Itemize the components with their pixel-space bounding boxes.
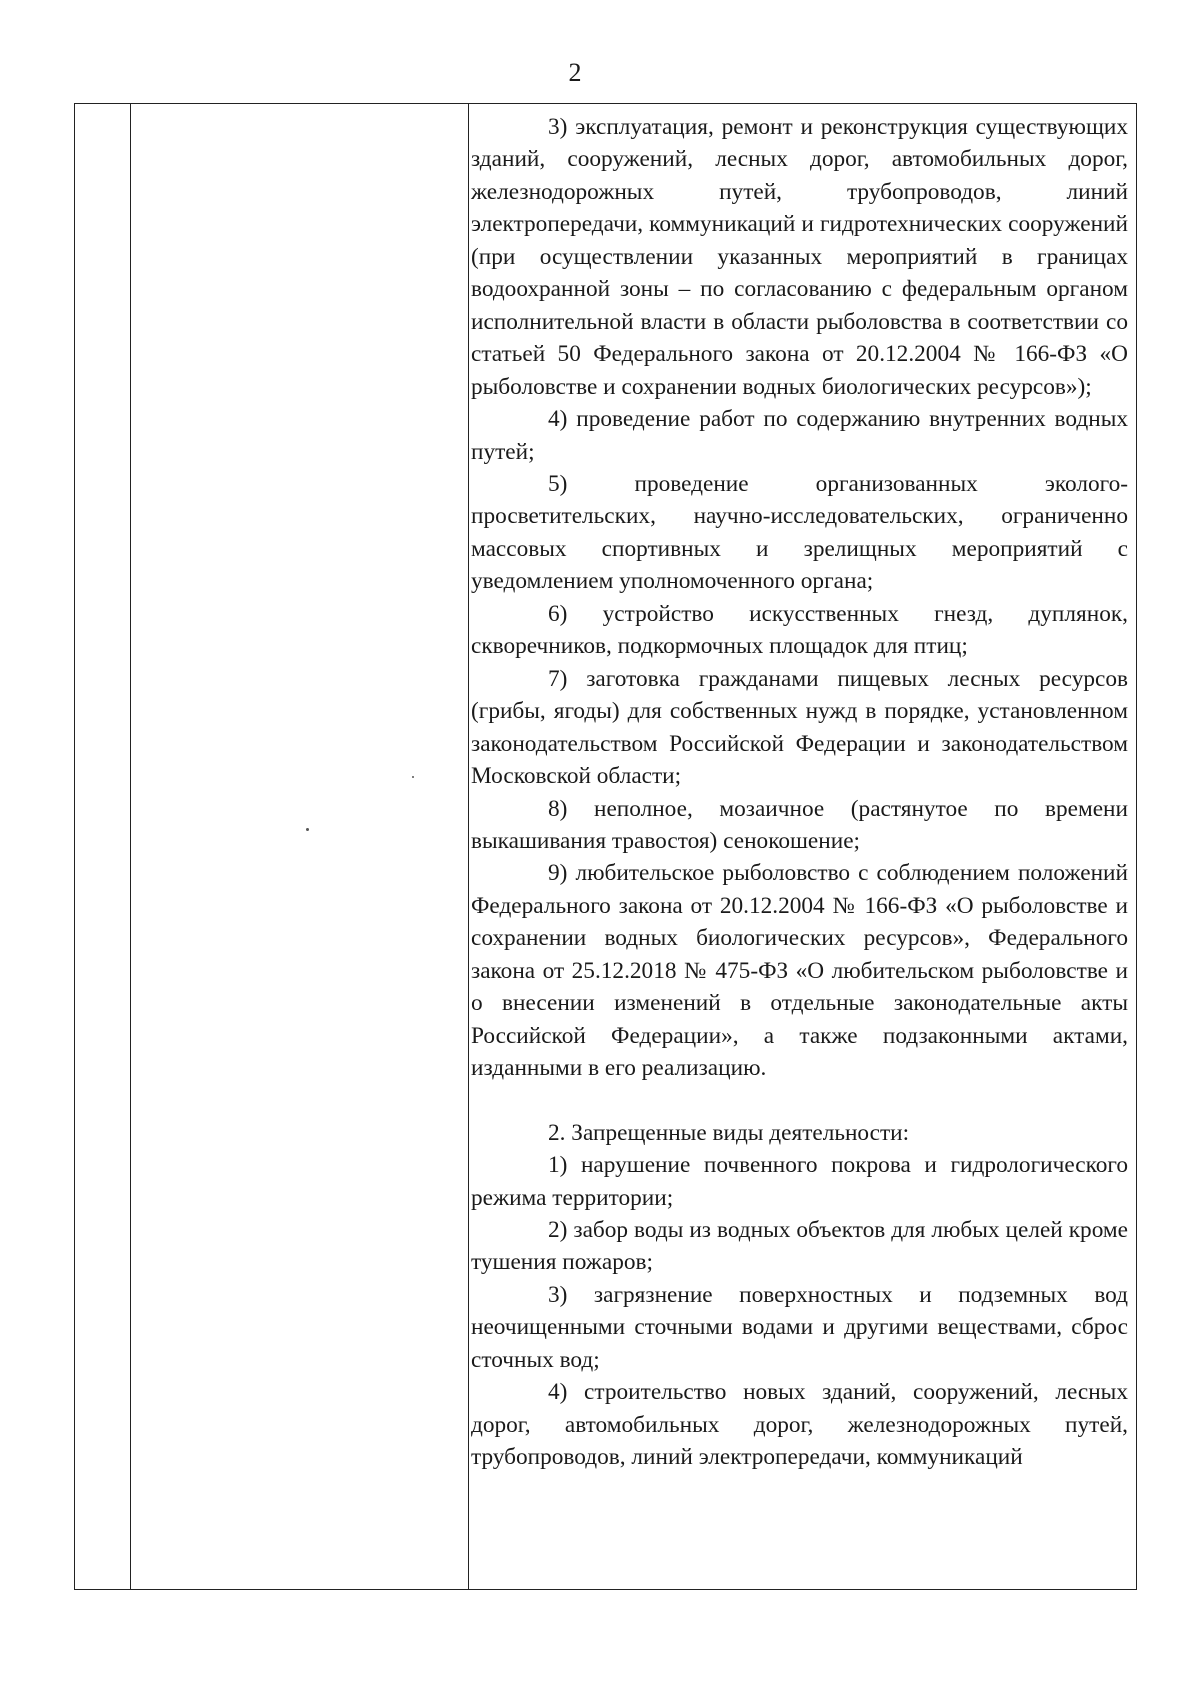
prohibited-item-1: 1) нарушение почвенного покрова и гидрологического режима территории; [471, 1152, 1128, 1211]
column-divider [130, 104, 131, 1589]
scan-speck [306, 828, 309, 831]
prohibited-item-4: 4) строительство новых зданий, сооружений, лесных дорог, автомобильных дорог, железнодорожных путей, трубопроводов, линий электропередачи, коммуникаций [471, 1379, 1128, 1471]
scan-speck [412, 776, 414, 778]
prohibited-item-3: 3) загрязнение поверхностных и подземных вод неочищенными сточными водами и другими веществами, сброс сточных вод; [471, 1281, 1128, 1373]
paragraph-item-5: 5) проведение организованных эколого-просветительских, научно-исследовательских, ограниченно массовых спортивных и зрелищных мероприятий с уведомлением уполномоченного органа; [471, 470, 1128, 595]
column-divider [468, 104, 469, 1589]
paragraph-item-6: 6) устройство искусственных гнезд, дуплянок, скворечников, подкормочных площадок для птиц; [471, 600, 1128, 660]
paragraph-item-4: 4) проведение работ по содержанию внутренних водных путей; [471, 406, 1128, 465]
section-heading-prohibited: 2. Запрещенные виды деятельности: [548, 1119, 910, 1146]
paragraph-item-7: 7) заготовка гражданами пищевых лесных ресурсов (грибы, ягоды) для собственных нужд в порядке, установленном законодательством Российской Федерации и законодательством Московской области; [471, 665, 1128, 790]
paragraph-item-3: 3) эксплуатация, ремонт и реконструкция существующих зданий, сооружений, лесных дорог, автомобильных дорог, железнодорожных путей, трубопроводов, линий электропередачи, коммуникаций и гидротехнических сооружений (при осуществлении указанных мероприятий в границах водоохранной зоны – по согласованию с федеральным органом исполнительной власти в области рыболовства в соответствии со статьей 50 Федерального закона от 20.12.2004 № 166-ФЗ «О рыболовстве и сохранении водных биологических ресурсов»); [471, 114, 1128, 400]
paragraph-item-8: 8) неполное, мозаичное (растянутое по времени выкашивания травостоя) сенокошение; [471, 795, 1128, 854]
prohibited-item-2: 2) забор воды из водных объектов для любых целей кроме тушения пожаров; [471, 1216, 1128, 1276]
page-number: 2 [568, 58, 582, 87]
permitted-activities-cell [471, 111, 1128, 1474]
paragraph-item-9: 9) любительское рыболовство с соблюдением положений Федерального закона от 20.12.2004 № 166-ФЗ «О рыболовстве и сохранении водных биологических ресурсов», Федерального закона от 25.12.2018 № 475-ФЗ «О любительском рыболовстве и о внесении изменений в отдельные законодательные акты Российской Федерации», а также подзаконными актами, изданными в его реализацию. [471, 860, 1128, 1082]
regulation-table [74, 103, 1137, 1590]
